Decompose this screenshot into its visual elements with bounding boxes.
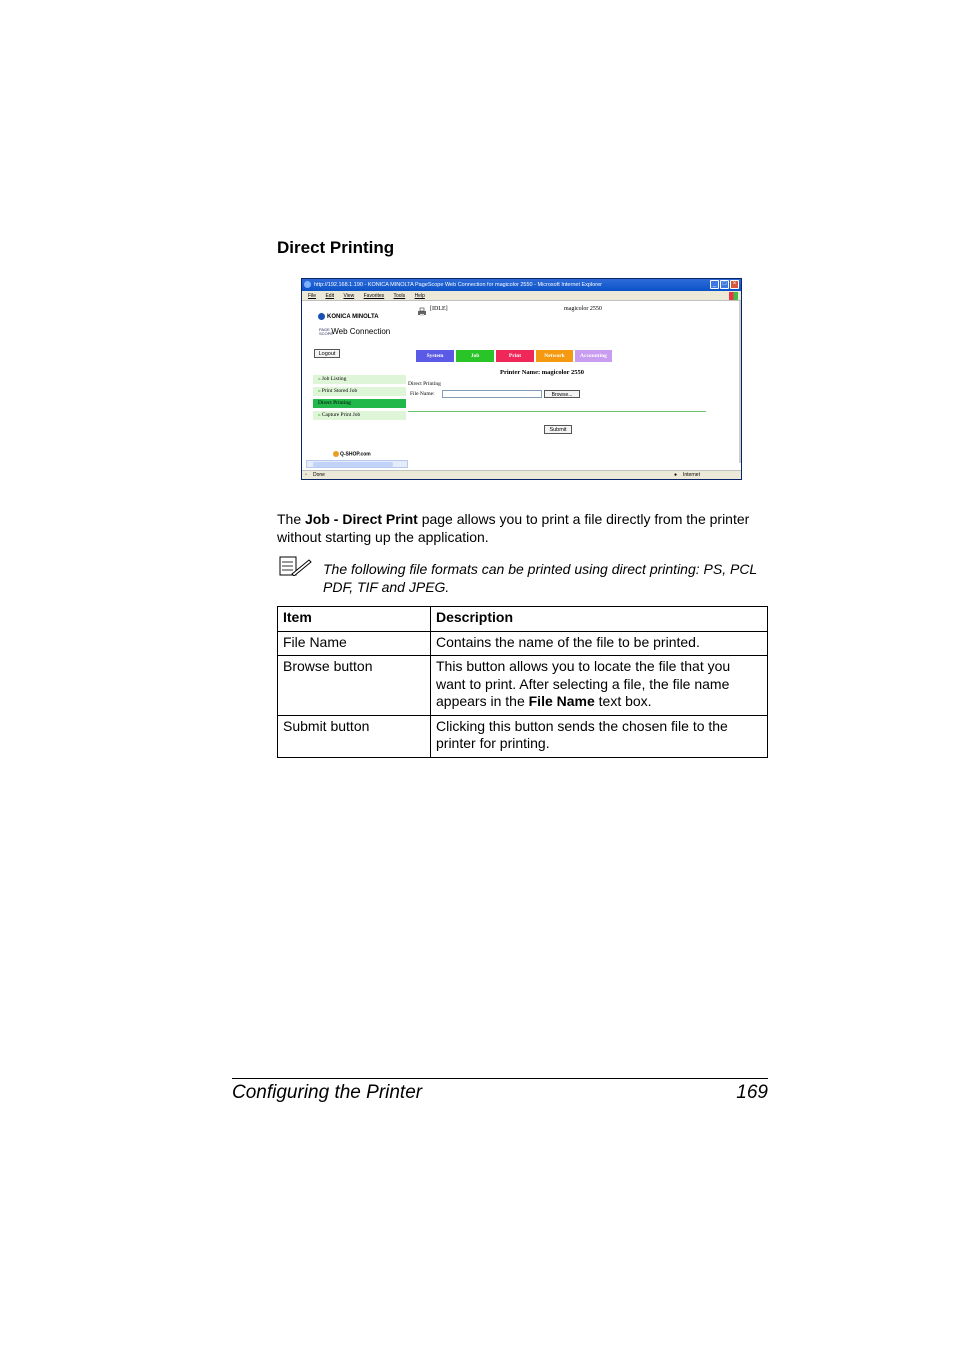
tab-print[interactable]: Print xyxy=(496,350,534,362)
table-row xyxy=(278,715,768,757)
footer-rule xyxy=(232,1078,768,1079)
printer-name-heading: Printer Name: magicolor 2550 xyxy=(500,369,585,376)
tab-job[interactable]: Job xyxy=(456,350,494,362)
browser-statusbar xyxy=(302,470,741,479)
globe-icon: ● xyxy=(674,472,678,478)
bullet-icon: » xyxy=(318,376,321,382)
printer-icon xyxy=(417,307,427,317)
browser-titlebar xyxy=(302,279,741,291)
page-icon: ▫ xyxy=(305,472,307,478)
menu-view[interactable]: View xyxy=(343,293,355,299)
page-number: 169 xyxy=(736,1082,768,1103)
sidebar-item-print-stored-job[interactable]: »Print Stored Job xyxy=(313,387,406,396)
note-text: The following file formats can be printed using direct printing: PS, PCL PDF, TIF and JPEG. xyxy=(323,561,757,595)
table-cell-item: File Name xyxy=(278,631,431,656)
scroll-thumb[interactable] xyxy=(313,462,393,467)
vertical-scrollbar[interactable] xyxy=(739,301,741,463)
km-globe-icon xyxy=(318,313,325,320)
pagescope-logo: PAGE SCOPE Web Connection xyxy=(319,326,391,336)
menu-edit[interactable]: Edit xyxy=(325,293,335,299)
table-header-item: Item xyxy=(278,607,431,632)
windows-logo-icon xyxy=(729,292,738,300)
table-cell-item: Submit button xyxy=(278,715,431,757)
item-description-table xyxy=(277,606,768,758)
direct-printing-label: Direct Printing xyxy=(408,381,441,387)
sidebar-item-job-listing[interactable]: »Job Listing xyxy=(313,375,406,384)
sidebar-item-direct-printing[interactable]: Direct Printing xyxy=(313,399,406,408)
description-paragraph: The Job - Direct Print page allows you to print a file directly from the printer without starting up the application. xyxy=(277,511,750,545)
section-title: Direct Printing xyxy=(277,238,395,257)
printer-status: [IDLE] xyxy=(430,306,448,312)
printer-model: magicolor 2550 xyxy=(564,306,602,312)
table-cell-description: Clicking this button sends the chosen file to the printer for printing. xyxy=(431,715,768,757)
ie-icon xyxy=(304,281,311,288)
file-name-label: File Name: xyxy=(410,391,435,397)
maximize-icon[interactable]: □ xyxy=(720,280,729,289)
menu-favorites[interactable]: Favorites xyxy=(363,293,385,299)
browser-screenshot xyxy=(301,278,742,480)
menu-tools[interactable]: Tools xyxy=(393,293,406,299)
minimize-icon[interactable]: _ xyxy=(710,280,719,289)
note-icon xyxy=(278,556,312,576)
table-header-description: Description xyxy=(431,607,768,632)
menu-file[interactable]: File xyxy=(308,293,317,299)
table-cell-description: This button allows you to locate the file that you want to print. After selecting a file, the file name appears in the File Name text box. xyxy=(431,656,768,716)
konica-minolta-logo: KONICA MINOLTA xyxy=(318,313,379,320)
status-done: Done xyxy=(313,472,325,478)
logout-button[interactable]: Logout xyxy=(314,349,340,358)
browser-title: http://192.168.1.190 - KONICA MINOLTA PageScope Web Connection for magicolor 2550 - Microsoft Internet Explorer xyxy=(314,282,602,288)
bullet-icon: » xyxy=(318,412,321,418)
tab-accounting[interactable]: Accounting xyxy=(575,350,612,362)
table-row xyxy=(278,656,768,716)
qshop-icon xyxy=(333,451,339,457)
table-cell-item: Browse button xyxy=(278,656,431,716)
footer-chapter: Configuring the Printer xyxy=(232,1082,423,1103)
file-name-input[interactable] xyxy=(442,390,542,398)
table-row xyxy=(278,631,768,656)
table-cell-description: Contains the name of the file to be printed. xyxy=(431,631,768,656)
menu-help[interactable]: Help xyxy=(414,293,425,299)
web-page-content xyxy=(302,301,741,463)
status-zone: Internet xyxy=(683,472,700,478)
horizontal-scrollbar[interactable] xyxy=(306,460,408,468)
pagescope-mark: PAGE SCOPE xyxy=(319,326,334,336)
tab-system[interactable]: System xyxy=(416,350,454,362)
sidebar-item-capture-print-job[interactable]: »Capture Print Job xyxy=(313,411,406,420)
submit-button[interactable]: Submit xyxy=(544,425,572,434)
bullet-icon: » xyxy=(318,388,321,394)
browse-button[interactable]: Browse... xyxy=(544,390,580,398)
browser-menubar xyxy=(302,291,741,301)
tab-network[interactable]: Network xyxy=(536,350,573,362)
qshop-logo[interactable]: Q-SHOP.com xyxy=(333,451,371,457)
table-header-row xyxy=(278,607,768,632)
close-icon[interactable]: × xyxy=(730,280,739,289)
divider xyxy=(408,411,706,412)
